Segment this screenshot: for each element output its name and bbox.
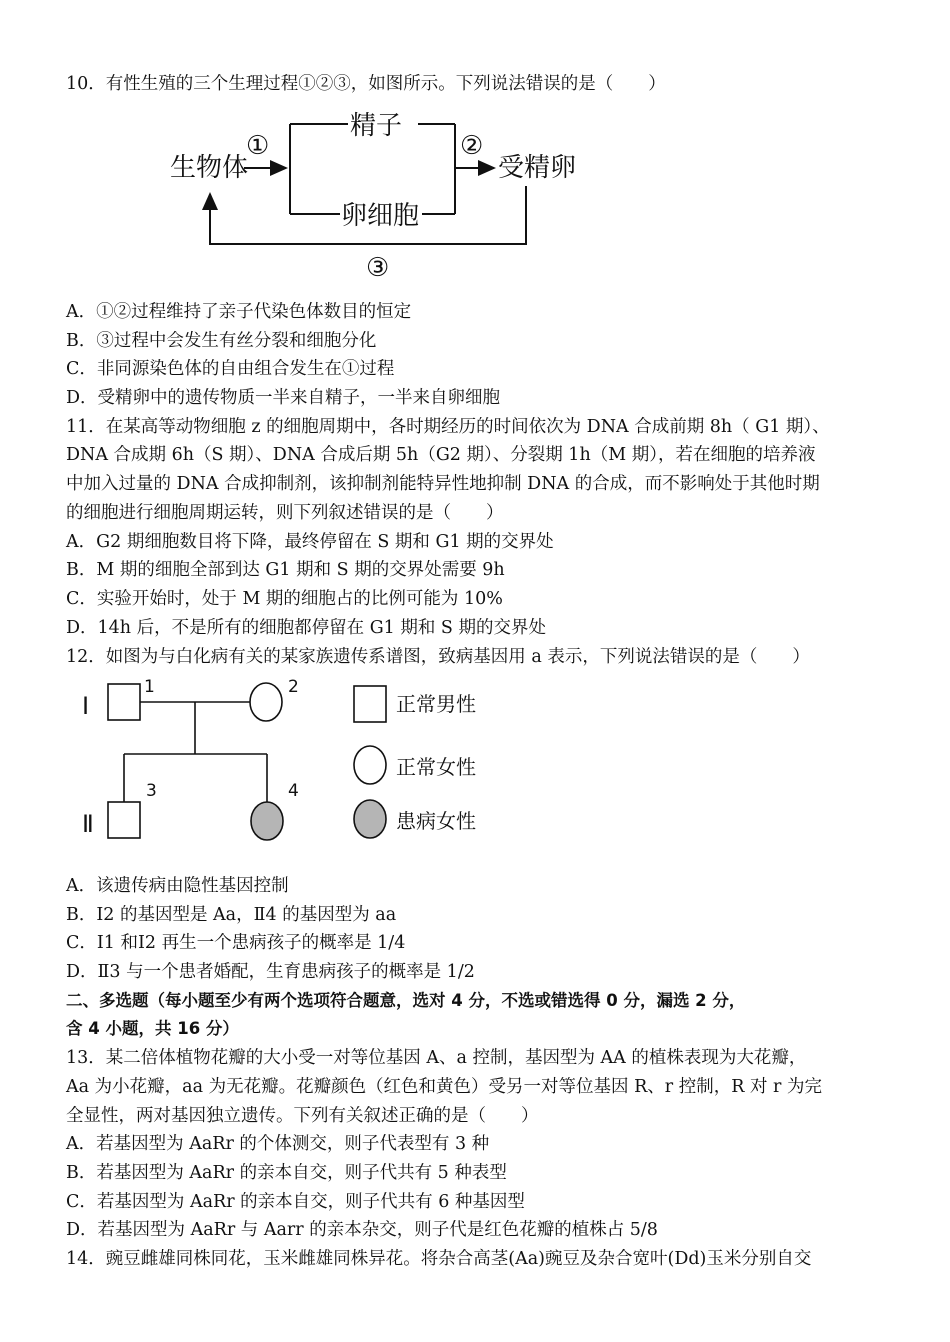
- sperm-label: 精子: [350, 111, 403, 141]
- q11-stem-line1: 11．在某高等动物细胞 z 的细胞周期中，各时期经历的时间依次为 DNA 合成前期 8h（ G1 期）、: [66, 417, 830, 437]
- q11-option-d: D．14h 后，不是所有的细胞都停留在 G1 期和 S 期的交界处: [66, 618, 546, 638]
- q13-stem-line1: 13．某二倍体植物花瓣的大小受一对等位基因 A、a 控制，基因型为 AA 的植株表现为大花瓣，: [66, 1048, 807, 1068]
- q11-option-a: A．G2 期细胞数目将下降，最终停留在 S 期和 G1 期的交界处: [66, 532, 554, 552]
- legend-male-symbol: [354, 686, 386, 722]
- organism-label: 生物体: [170, 153, 249, 183]
- q11-stem-line2: DNA 合成期 6h（S 期）、DNA 合成后期 5h（G2 期）、分裂期 1h（M 期），若在细胞的培养液: [66, 445, 816, 465]
- section2-heading-line2: 含 4 小题，共 16 分）: [66, 1019, 239, 1038]
- individual-2-female: [250, 683, 282, 721]
- egg-label: 卵细胞: [341, 201, 420, 231]
- q11-stem-line3: 中加入过量的 DNA 合成抑制剂，该抑制剂能特异性地抑制 DNA 的合成，而不影响处于其他时期: [66, 474, 820, 494]
- q13-option-c: C．若基因型为 AaRr 的亲本自交，则子代共有 6 种基因型: [66, 1192, 525, 1212]
- q13-stem-line2: Aa 为小花瓣，aa 为无花瓣。花瓣颜色（红色和黄色）受另一对等位基因 R、r 控制，R 对 r 为完: [66, 1077, 822, 1097]
- q10-option-d: D．受精卵中的遗传物质一半来自精子，一半来自卵细胞: [66, 388, 501, 408]
- q12-option-a: A．该遗传病由隐性基因控制: [66, 876, 289, 896]
- legend-affected-label: 患病女性: [396, 809, 476, 833]
- section2-heading-line1: 二、多选题（每小题至少有两个选项符合题意，选对 4 分，不选或错选得 0 分，漏选 2 分，: [66, 991, 746, 1010]
- q12-option-b: B．Ⅰ2 的基因型是 Aa，Ⅱ4 的基因型为 aa: [66, 905, 397, 925]
- q10-option-a: A．①②过程维持了亲子代染色体数目的恒定: [66, 302, 412, 322]
- legend-female-label: 正常女性: [396, 755, 476, 779]
- reproduction-diagram: [160, 104, 600, 284]
- legend-female-symbol: [354, 746, 386, 784]
- individual-4-number: 4: [288, 781, 299, 801]
- q10-stem: 10．有性生殖的三个生理过程①②③，如图所示。下列说法错误的是（ ）: [66, 74, 666, 94]
- q13-option-a: A．若基因型为 AaRr 的个体测交，则子代表型有 3 种: [66, 1134, 490, 1154]
- q13-option-b: B．若基因型为 AaRr 的亲本自交，则子代共有 5 种表型: [66, 1163, 507, 1183]
- individual-4-affected-female: [251, 802, 283, 840]
- individual-3-male: [108, 802, 140, 838]
- q10-option-c: C．非同源染色体的自由组合发生在①过程: [66, 359, 395, 379]
- q12-option-d: D．Ⅱ3 与一个患者婚配，生育患病孩子的概率是 1/2: [66, 962, 475, 982]
- process3-label: ③: [366, 253, 390, 283]
- individual-1-male: [108, 684, 140, 720]
- process2-label: ②: [460, 131, 484, 161]
- q10-option-b: B．③过程中会发生有丝分裂和细胞分化: [66, 331, 377, 351]
- generation-1-label: Ⅰ: [82, 692, 90, 720]
- pedigree-chart: [70, 672, 500, 862]
- q11-option-c: C．实验开始时，处于 M 期的细胞占的比例可能为 10%: [66, 589, 503, 609]
- q11-stem-line4: 的细胞进行细胞周期运转，则下列叙述错误的是（ ）: [66, 503, 504, 523]
- q14-stem: 14．豌豆雌雄同株同花，玉米雌雄同株异花。将杂合高茎(Aa)豌豆及杂合宽叶(Dd)玉米分别自交: [66, 1249, 812, 1269]
- legend-affected-symbol: [354, 800, 386, 838]
- process1-label: ①: [246, 131, 270, 161]
- legend-male-label: 正常男性: [396, 692, 476, 716]
- individual-2-number: 2: [288, 677, 299, 697]
- q12-stem: 12．如图为与白化病有关的某家族遗传系谱图，致病基因用 a 表示，下列说法错误的是（ ）: [66, 647, 810, 667]
- q13-option-d: D．若基因型为 AaRr 与 Aarr 的亲本杂交，则子代是红色花瓣的植株占 5/8: [66, 1220, 658, 1240]
- q12-option-c: C．Ⅰ1 和Ⅰ2 再生一个患病孩子的概率是 1/4: [66, 933, 406, 953]
- individual-1-number: 1: [144, 677, 155, 697]
- q13-stem-line3: 全显性，两对基因独立遗传。下列有关叙述正确的是（ ）: [66, 1106, 539, 1126]
- q11-option-b: B．M 期的细胞全部到达 G1 期和 S 期的交界处需要 9h: [66, 560, 505, 580]
- generation-2-label: Ⅱ: [82, 810, 94, 838]
- zygote-label: 受精卵: [498, 153, 577, 183]
- individual-3-number: 3: [146, 781, 157, 801]
